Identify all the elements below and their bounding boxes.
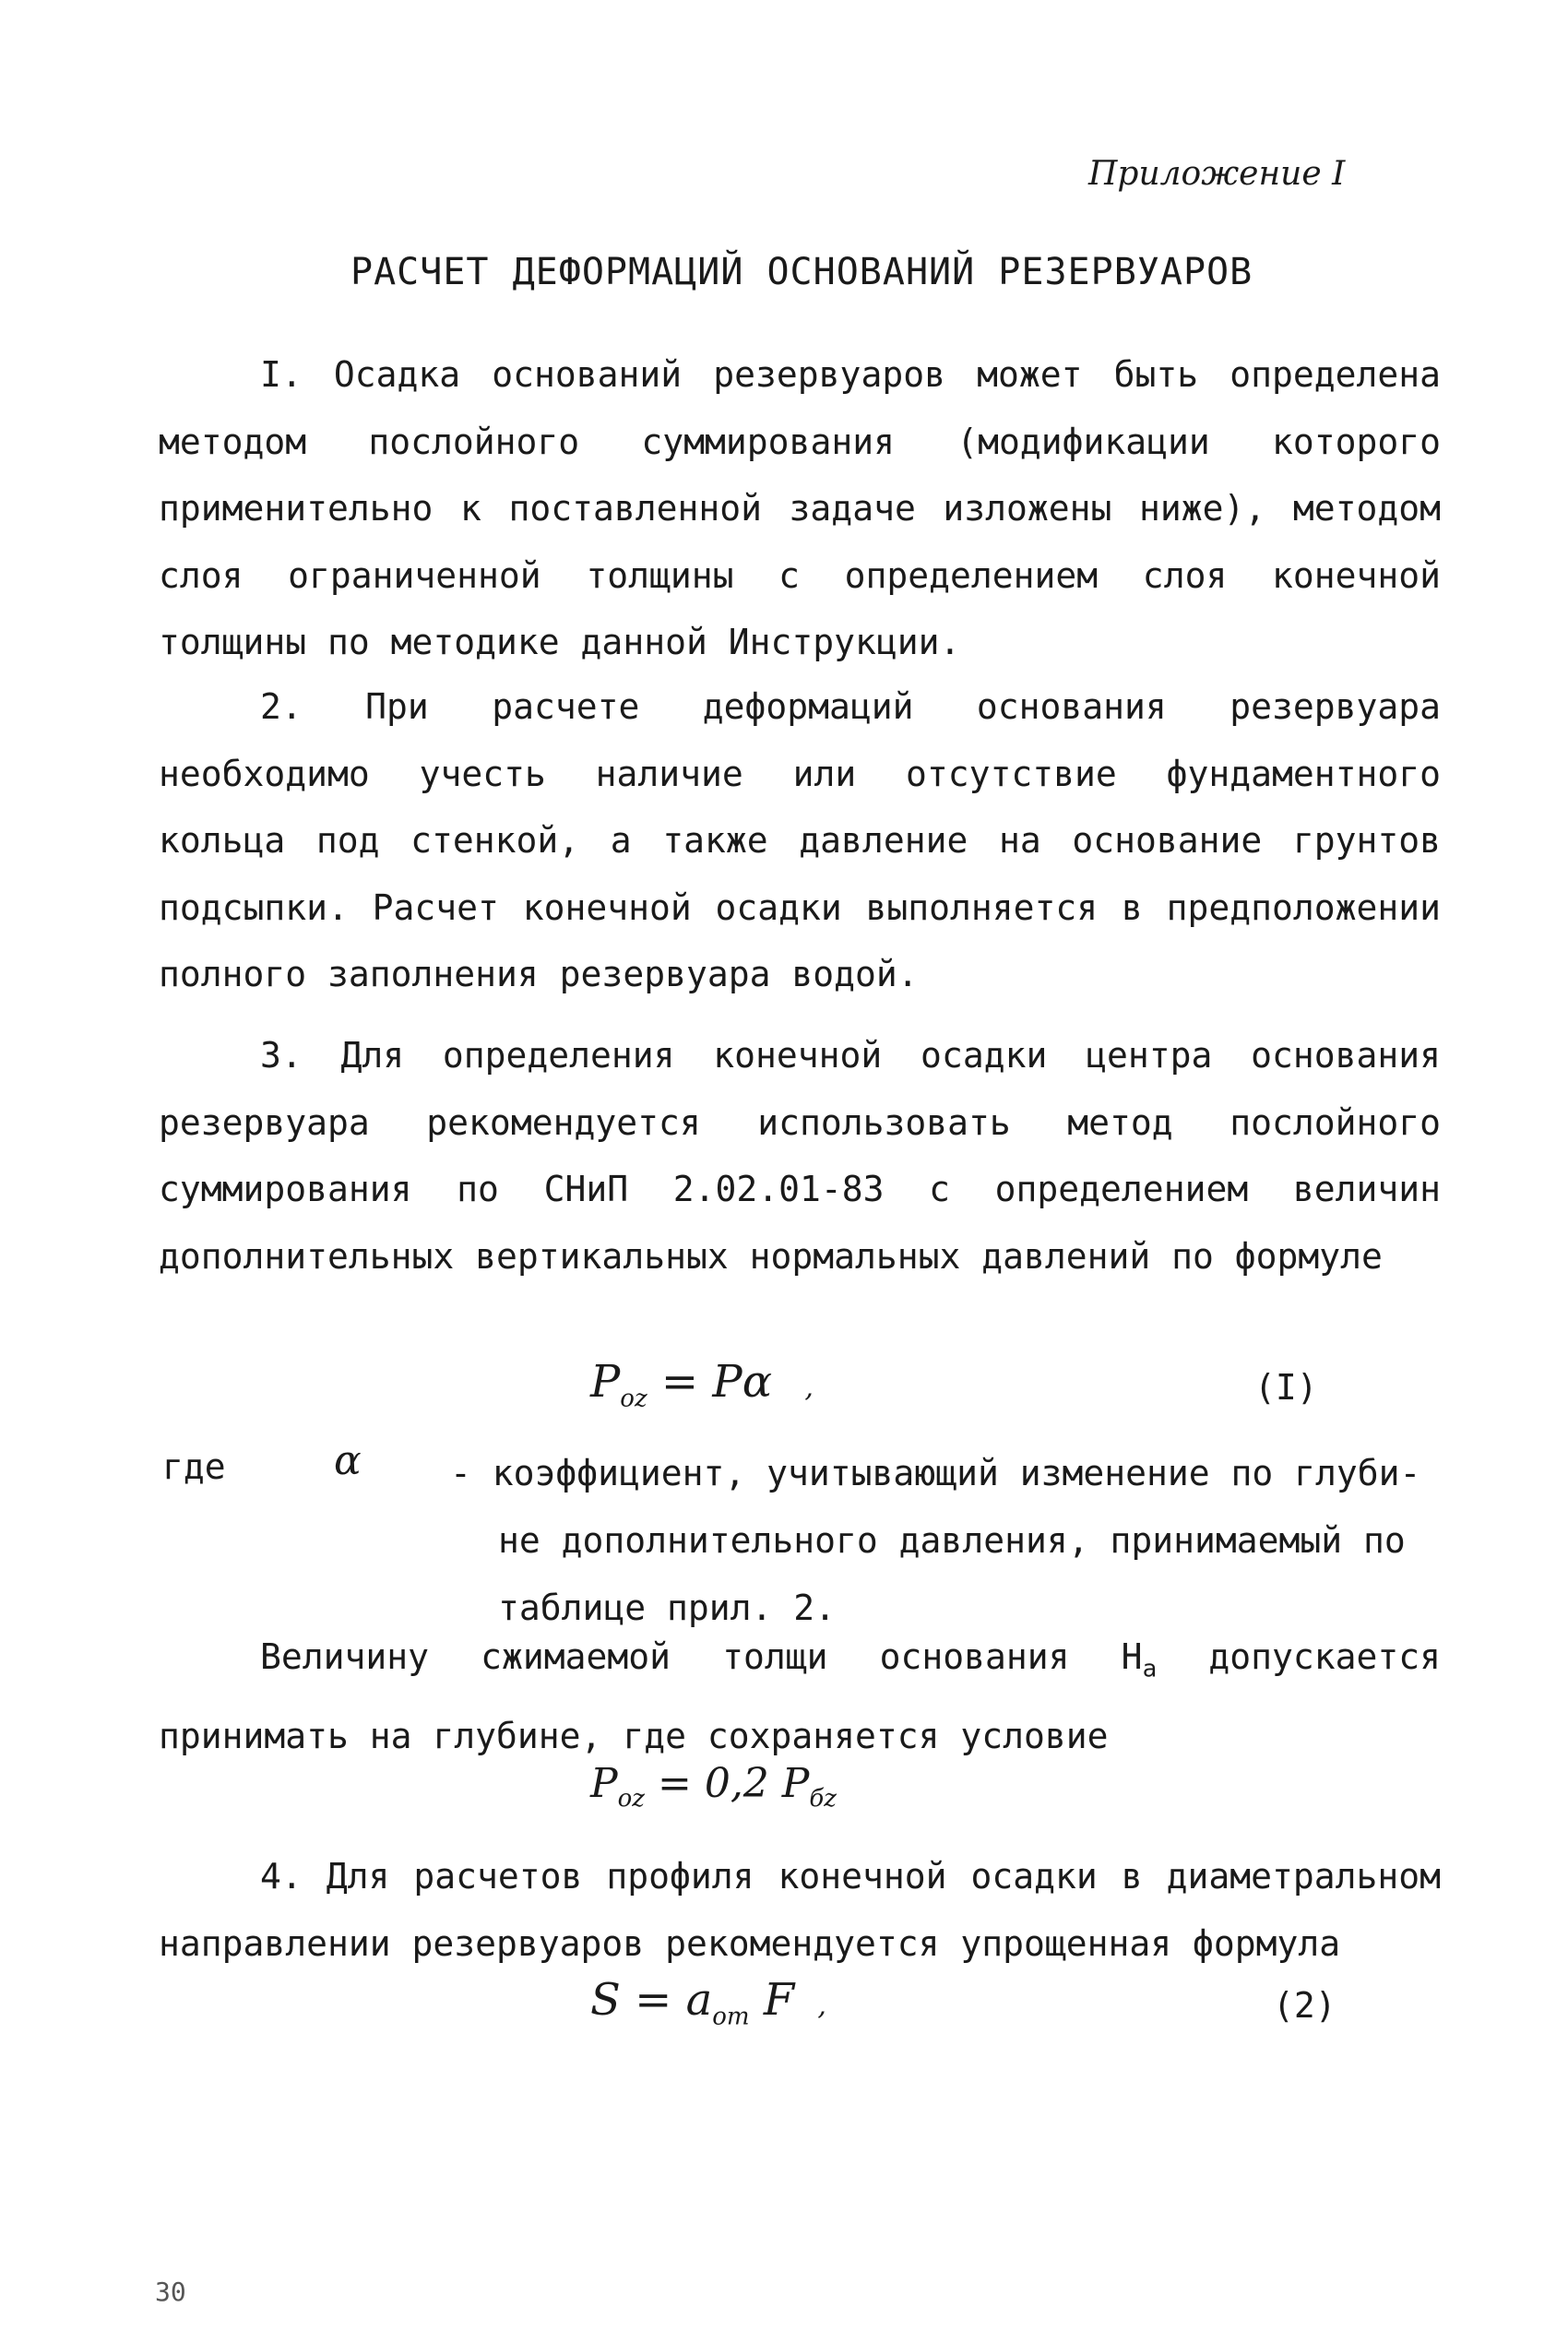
formula-1-lhs-sub: oz (620, 1385, 647, 1413)
formula-2 (590, 1974, 826, 2031)
formula-1-rhs: = Pα (660, 1356, 773, 1408)
where-label: где (162, 1446, 226, 1487)
alpha-definition-line-3: таблице прил. 2. (498, 1588, 837, 1628)
paragraph-1 (159, 341, 1441, 676)
formula-condition-rhs-sub: бz (809, 1784, 837, 1813)
paragraph-3-text: 3. Для определения конечной осадки центра основания резервуара рекомендуется использовать метод послойного суммирования по СНиП 2.02.01-83 с определением величин дополнительных вертикальных нормальных давлений по формуле (159, 1035, 1441, 1277)
formula-condition-eq: = 0,2 P (657, 1760, 810, 1807)
paragraph-depth-before: Величину сжимаемой толщи основания H (260, 1636, 1143, 1677)
formula-condition-lhs: P (590, 1760, 618, 1807)
formula-2-lhs: S = a (590, 1974, 713, 2026)
paragraph-depth-sub: a (1142, 1655, 1158, 1683)
paragraph-2-text: 2. При расчете деформаций основания резервуара необходимо учесть наличие или отсутствие фундаментного кольца под стенкой, а также давление на основание грунтов подсыпки. Расчет конечной осадки выполняется в предположении полного заполнения резервуара водой. (159, 686, 1441, 994)
formula-2-rhs: F (763, 1974, 795, 2026)
alpha-definition-line-2: не дополнительного давления, принимаемый по (498, 1520, 1406, 1561)
alpha-definition-line-1: - коэффициент, учитывающий изменение по глуби- (450, 1453, 1421, 1493)
paragraph-4-text: 4. Для расчетов профиля конечной осадки в диаметральном направлении резервуаров рекомендуется упрощенная формула (159, 1856, 1441, 1964)
page-number: 30 (155, 2277, 186, 2307)
paragraph-2 (159, 673, 1441, 1008)
formula-1-comma: , (804, 1372, 814, 1404)
paragraph-depth-after: допускается принимать на глубине, где сохраняется условие (159, 1636, 1441, 1757)
formula-2-comma: , (817, 1990, 826, 2022)
formula-2-number: (2) (1273, 1985, 1336, 2026)
alpha-symbol: α (334, 1437, 362, 1484)
formula-1-lhs: P (590, 1356, 621, 1408)
paragraph-3 (159, 1022, 1441, 1290)
paragraph-1-text: I. Осадка оснований резервуаров может быть определена методом послойного суммирования (модификации которого применительно к поставленной задаче изложены ниже), методом слоя ограниченной толщины с определением слоя конечной толщины по методике данной Инструкции. (159, 354, 1441, 662)
paragraph-depth (159, 1623, 1441, 1770)
alpha-definition (450, 1440, 1446, 1642)
appendix-label: Приложение I (1088, 155, 1346, 193)
formula-condition (590, 1760, 837, 1813)
formula-2-sub: om (712, 2003, 750, 2031)
page-title: РАСЧЕТ ДЕФОРМАЦИЙ ОСНОВАНИЙ РЕЗЕРВУАРОВ (350, 251, 1253, 293)
formula-1-number: (I) (1254, 1367, 1318, 1408)
formula-1 (590, 1356, 814, 1413)
paragraph-4 (159, 1843, 1441, 1977)
formula-condition-lhs-sub: oz (617, 1784, 645, 1813)
